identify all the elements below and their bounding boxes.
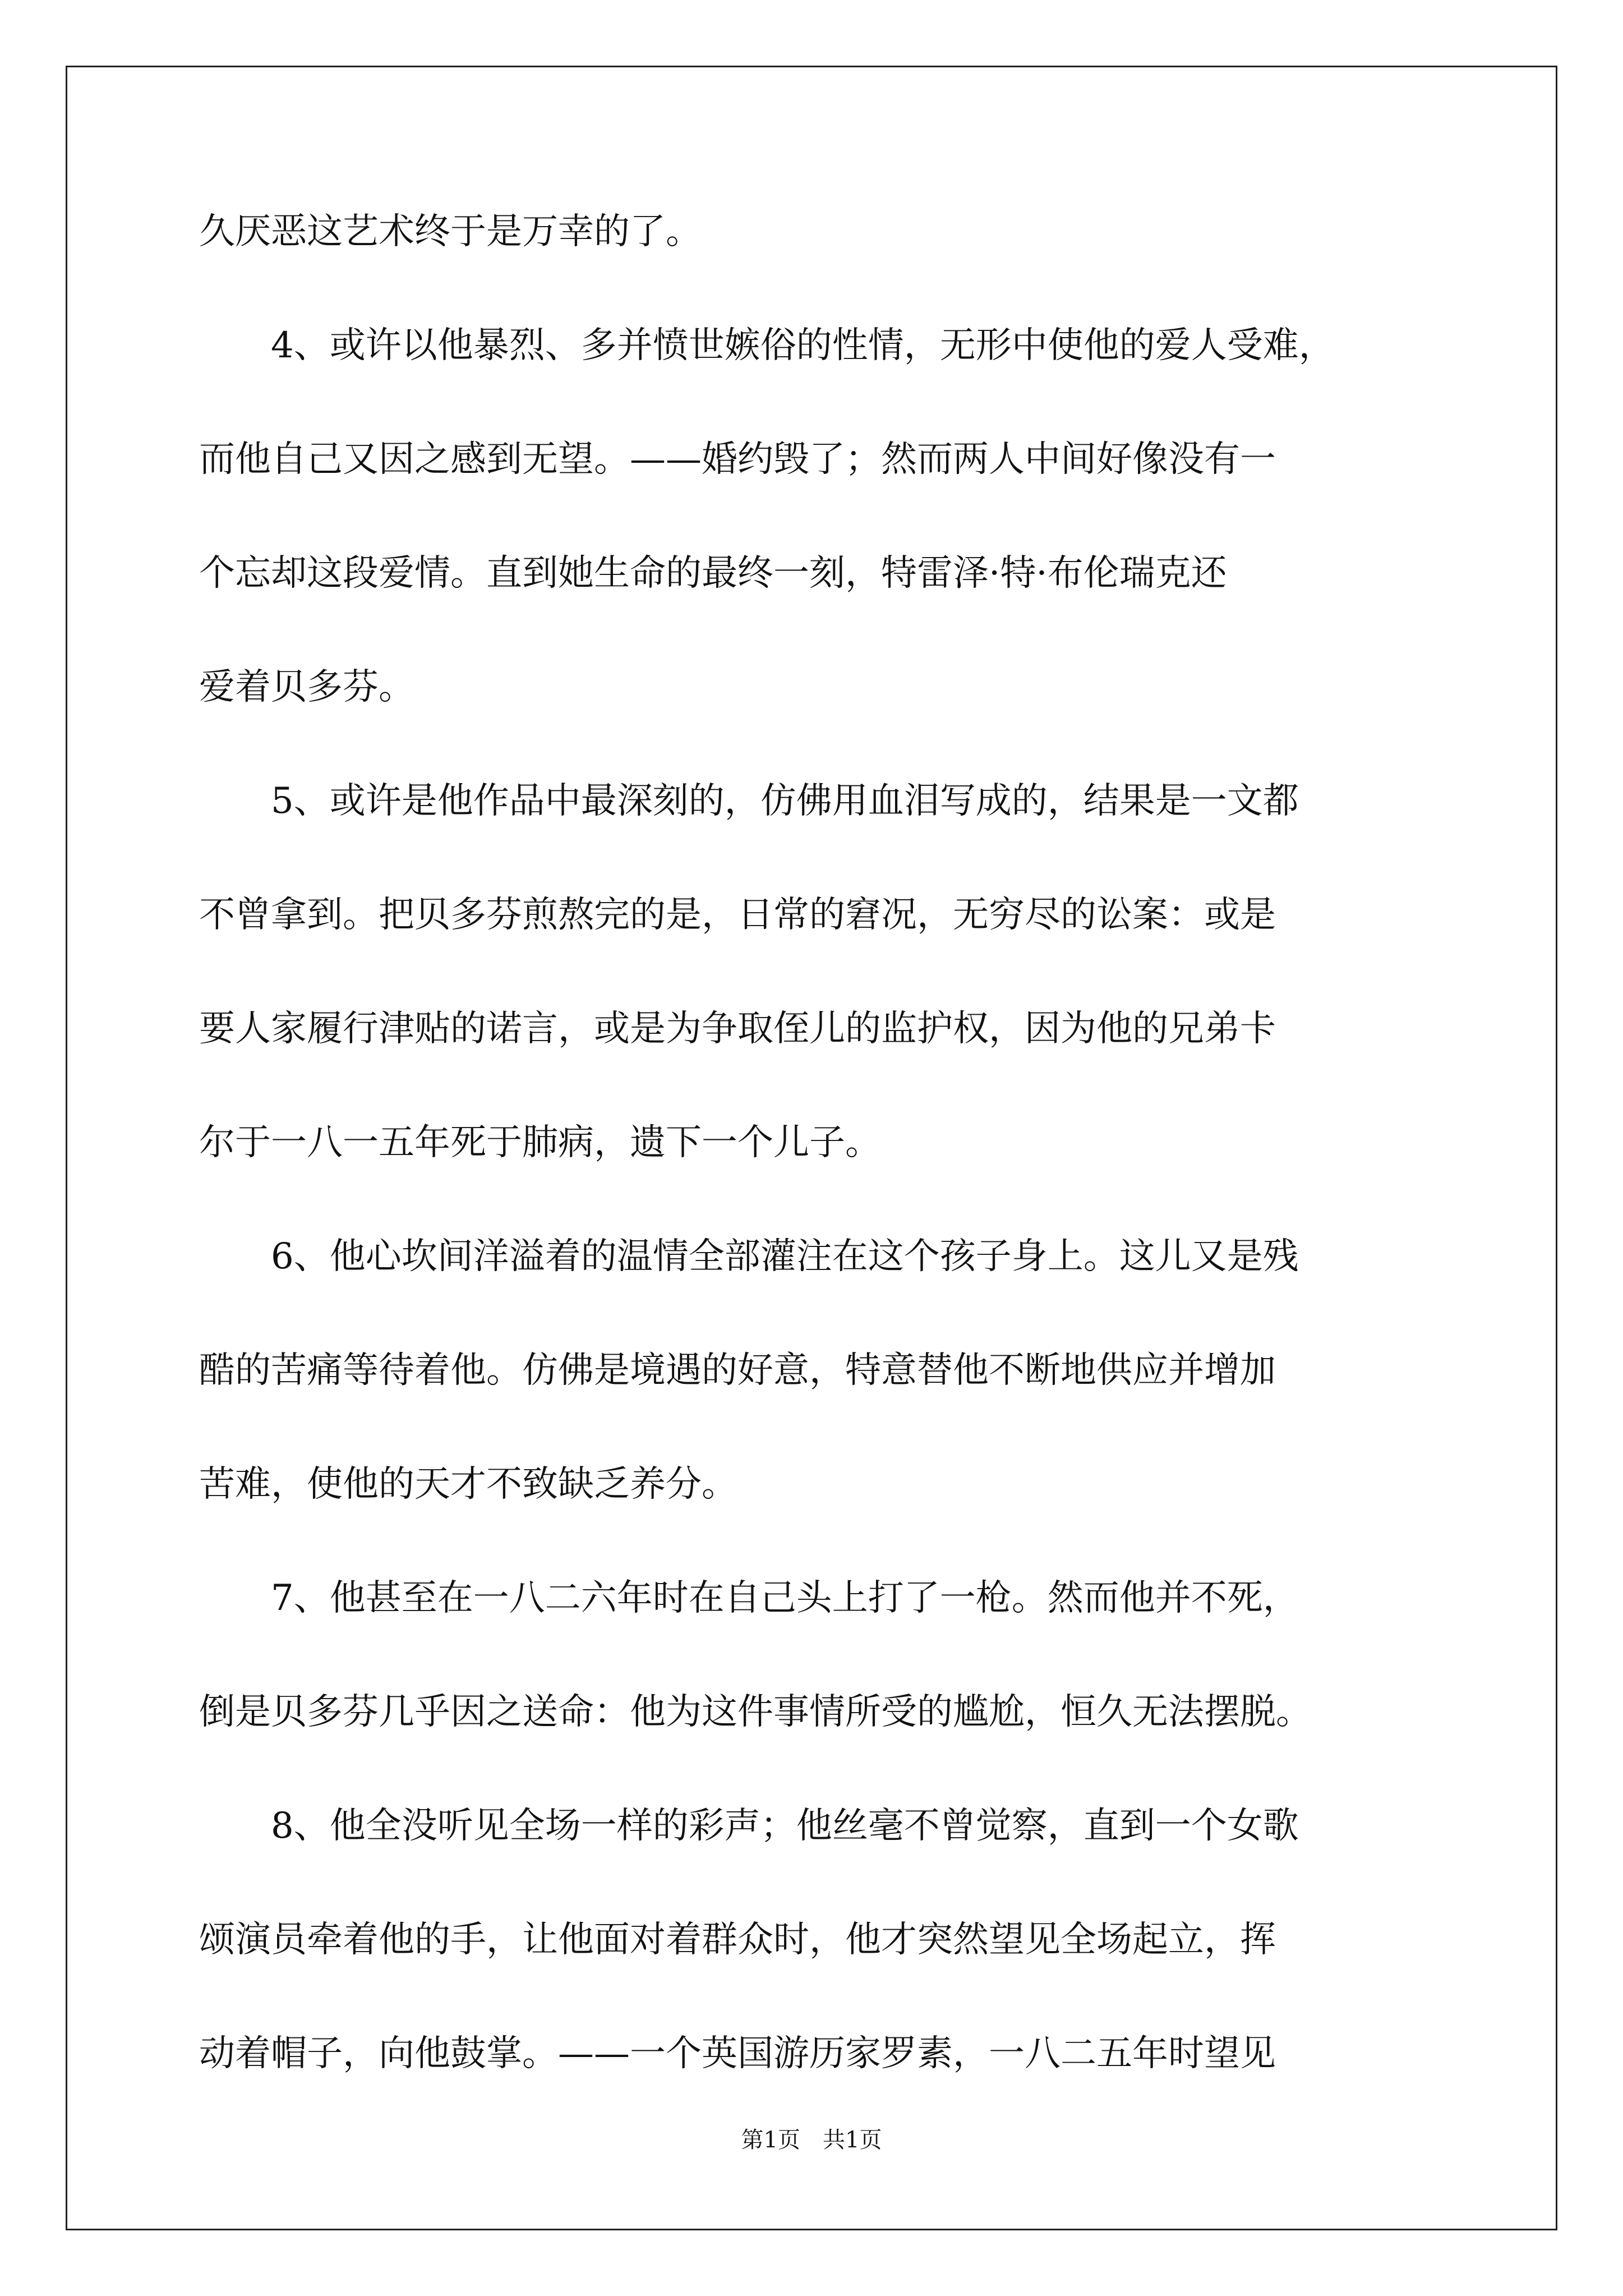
page-number: 第1页 xyxy=(741,2127,800,2153)
text-line: 爱着贝多芬。 xyxy=(199,666,414,708)
text-line: 要人家履行津贴的诺言，或是为争取侄儿的监护权，因为他的兄弟卡 xyxy=(199,1008,1276,1050)
text-line: 不曾拿到。把贝多芬煎熬完的是，日常的窘况，无穷尽的讼案：或是 xyxy=(199,894,1276,936)
text-line: 尔于一八一五年死于肺病，遗下一个儿子。 xyxy=(199,1122,881,1163)
text-line: 6、他心坎间洋溢着的温情全部灌注在这个孩子身上。这儿又是残 xyxy=(199,1236,1299,1277)
text-line: 个忘却这段爱情。直到她生命的最终一刻，特雷泽·特·布伦瑞克还 xyxy=(199,553,1227,594)
text-line: 而他自己又因之感到无望。——婚约毁了；然而两人中间好像没有一 xyxy=(199,439,1276,480)
text-line: 动着帽子，向他鼓掌。——一个英国游历家罗素，一八二五年时望见 xyxy=(199,2033,1276,2074)
text-line: 苦难，使他的天才不致缺乏养分。 xyxy=(199,1464,737,1505)
page-total: 共1页 xyxy=(823,2127,882,2153)
text-line: 酷的苦痛等待着他。仿佛是境遇的好意，特意替他不断地供应并增加 xyxy=(199,1350,1276,1391)
document-body xyxy=(199,213,1483,2149)
text-line: 8、他全没听见全场一样的彩声；他丝毫不曾觉察，直到一个女歌 xyxy=(199,1805,1299,1847)
text-line: 4、或许以他暴烈、多并愤世嫉俗的性情，无形中使他的爱人受难， xyxy=(199,325,1335,366)
text-line: 久厌恶这艺术终于是万幸的了。 xyxy=(199,211,702,252)
text-line: 7、他甚至在一八二六年时在自己头上打了一枪。然而他并不死， xyxy=(199,1577,1299,1619)
page-footer xyxy=(0,2126,1623,2154)
text-line: 5、或许是他作品中最深刻的，仿佛用血泪写成的，结果是一文都 xyxy=(199,780,1299,822)
text-line: 倒是贝多芬几乎因之送命：他为这件事情所受的尴尬，恒久无法摆脱。 xyxy=(199,1691,1312,1733)
text-line: 颂演员牵着他的手，让他面对着群众时，他才突然望见全场起立，挥 xyxy=(199,1919,1276,1961)
